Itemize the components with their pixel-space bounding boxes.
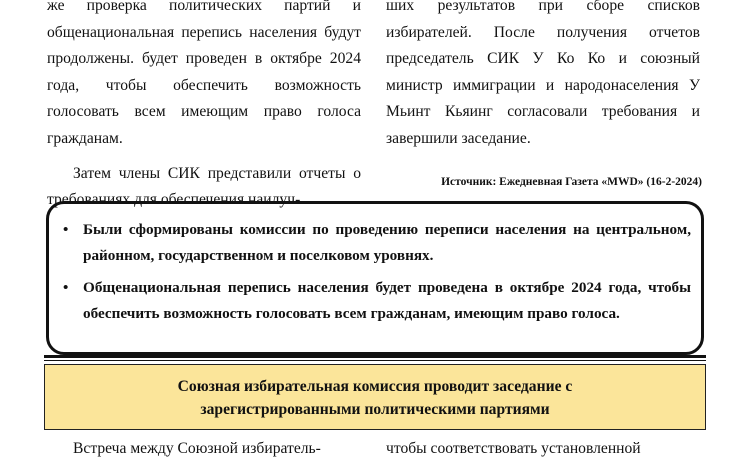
summary-item	[63, 275, 691, 327]
summary-item-text: Были сформированы комиссии по проведению переписи населения на центральном, районном, государственном и поселковом уровнях.	[83, 221, 691, 264]
article-paragraph: же проверка политических партий и общенациональная перепись населения будут продолжены. будет проведен в октябре 2024 года, чтобы обеспечить возможность голосовать всем имеющим право голоса гражданам.	[47, 0, 361, 147]
divider-rule	[44, 355, 706, 358]
summary-box	[46, 201, 704, 355]
section-headline-banner	[44, 364, 706, 430]
bullet-icon: •	[63, 221, 69, 238]
headline-line-2: зарегистрированными политическими партиями	[200, 401, 550, 418]
summary-item	[63, 217, 691, 269]
summary-list	[63, 217, 691, 327]
article-left-column	[47, 0, 361, 214]
next-article-right-text: чтобы соответствовать установленной	[386, 440, 641, 457]
article-right-column	[386, 0, 700, 153]
bullet-icon: •	[63, 279, 69, 296]
divider-rule-thin	[44, 360, 706, 361]
summary-item-text: Общенациональная перепись населения будет проведена в октябре 2024 года, чтобы обеспечить возможность голосовать всем гражданам, имеющим право голоса.	[83, 279, 691, 322]
headline-line-1: Союзная избирательная комиссия проводит заседание с	[177, 378, 573, 395]
article-paragraph: Затем члены СИК представили отчеты о требованиях для обеспечения наилуч-	[47, 164, 361, 209]
next-article-left-text: Встреча между Союзной избиратель-	[73, 440, 321, 457]
article-paragraph: ших результатов при сборе списков избирателей. После получения отчетов председатель СИК У Ко Ко и союзный министр иммиграции и народонаселения У Мьинт Кьяинг согласовали требования и завершили заседание.	[386, 0, 700, 147]
source-credit: Источник: Ежедневная Газета «MWD» (16-2-2024)	[441, 176, 702, 188]
